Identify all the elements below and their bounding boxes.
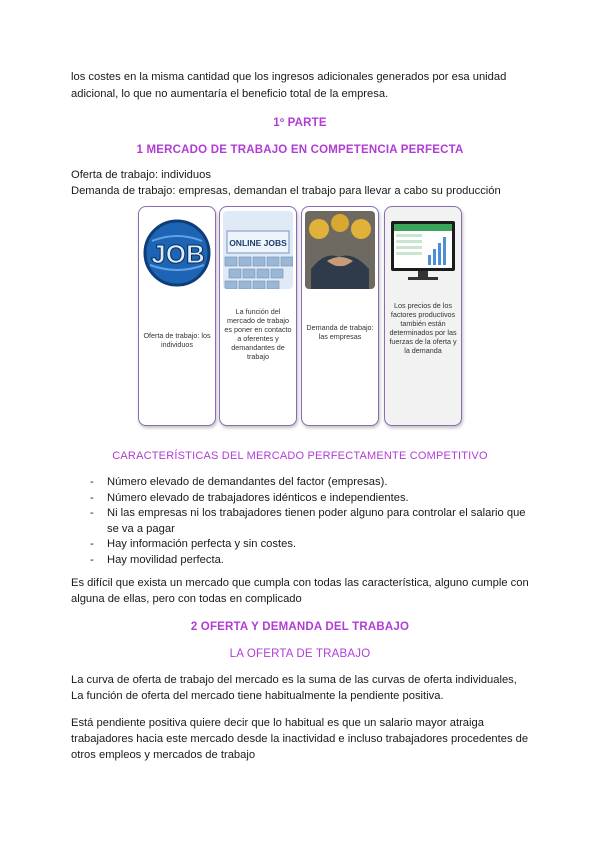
- job-globe-image: [142, 211, 212, 289]
- pendiente-line-1: Está pendiente positiva quiere decir que lo habitual es que un salario mayor atraiga: [71, 717, 484, 729]
- list-item: - Hay movilidad perfecta.: [90, 553, 224, 566]
- card-demanda: [301, 206, 379, 426]
- pendiente-line-3: otros empleos y mercados de trabajo: [71, 749, 256, 761]
- characteristics-heading: CARACTERÍSTICAS DEL MERCADO PERFECTAMENTE COMPETITIVO: [112, 450, 488, 462]
- card-funcion-text: La función del mercado de trabajo es poner en contacto a oferentes y demandantes de trabajo: [224, 307, 292, 361]
- online-jobs-badge: ONLINE JOBS: [229, 238, 287, 248]
- card-demanda-text: Demanda de trabajo: las empresas: [306, 323, 374, 341]
- card-oferta-text: Oferta de trabajo: los individuos: [143, 331, 211, 349]
- characteristics-list: [90, 475, 530, 568]
- card-funcion: [219, 206, 297, 426]
- intro-line-2: adicional, lo que no aumentaría el beneficio total de la empresa.: [71, 88, 389, 100]
- handshake-workers-image: [305, 211, 375, 289]
- list-item: - Número elevado de trabajadores idénticos e independientes.: [90, 491, 409, 504]
- pendiente-line-2: trabajadores hacia este mercado desde la inactividad e incluso trabajadores procedentes de: [71, 733, 529, 745]
- intro-line-1: los costes en la misma cantidad que los ingresos adicionales generados por esa unidad: [71, 71, 507, 83]
- oferta-line-2: La función de oferta del mercado tiene habitualmente la pendiente positiva.: [71, 690, 444, 702]
- card-precios-text: Los precios de los factores productivos también están determinados por las fuerzas de la oferta y la demanda: [389, 301, 457, 355]
- list-item: - Número elevado de demandantes del factor (empresas).: [90, 476, 388, 488]
- labor-market-diagram: [138, 206, 464, 430]
- oferta-line-1: La curva de oferta de trabajo del mercado es la suma de las curvas de oferta individuales,: [71, 674, 517, 686]
- difficult-line-1: Es difícil que exista un mercado que cumpla con todas las característica, alguno cumple con: [71, 577, 529, 589]
- section1-heading: 1 MERCADO DE TRABAJO EN COMPETENCIA PERFECTA: [136, 144, 464, 156]
- card-oferta: [138, 206, 216, 426]
- demanda-line: Demanda de trabajo: empresas, demandan el trabajo para llevar a cabo su producción: [71, 185, 501, 197]
- list-item: - Ni las empresas ni los trabajadores tienen poder alguno para controlar el salario que se va a pagar: [90, 507, 526, 535]
- online-jobs-keyboard-image: [223, 211, 293, 289]
- oferta-line: Oferta de trabajo: individuos: [71, 169, 211, 181]
- oferta-heading: LA OFERTA DE TRABAJO: [229, 648, 371, 660]
- monitor-chart-image: [388, 211, 458, 289]
- list-item: - Hay información perfecta y sin costes.: [90, 538, 297, 550]
- section2-heading: 2 OFERTA Y DEMANDA DEL TRABAJO: [190, 621, 410, 633]
- part-heading: 1º PARTE: [273, 117, 327, 129]
- job-badge: JOB: [151, 239, 205, 269]
- card-precios: [384, 206, 462, 426]
- difficult-line-2: alguna de ellas, pero con todas en complicado: [71, 593, 302, 605]
